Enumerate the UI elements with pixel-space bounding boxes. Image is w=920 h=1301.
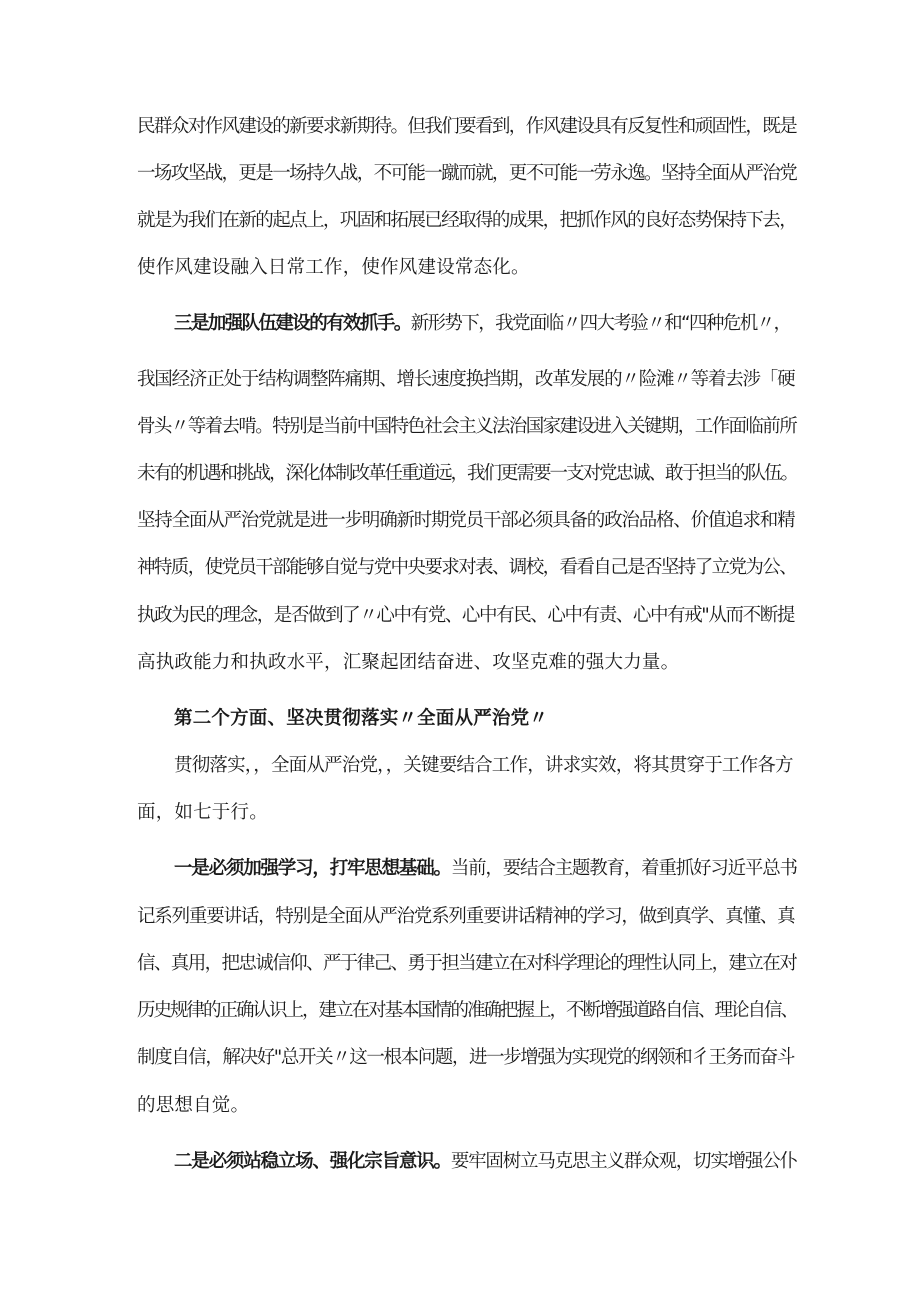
text-line: 记系列重要讲话，特别是全面从严治党系列重要讲话精神的学习，做到真学、真懂、真 (137, 906, 795, 927)
text-line: 的思想自觉。 (137, 1095, 250, 1116)
text-line: 使作风建设融入日常工作，使作风建设常态化。 (137, 257, 530, 278)
text-line: 历史规律的正确认识上，建立在对基本国情的准确把握上，不断增强道路自信、理论自信、 (137, 1000, 798, 1021)
text-line: 高执政能力和执政水平，汇聚起团结奋进、攻坚克难的强大力量。 (137, 652, 680, 673)
text-line: 我国经济正处于结构调整阵痛期、增长速度换挡期，改革发展的〃险滩〃等着去涉「硬 (137, 369, 795, 390)
section-heading-text: 第二个方面、坚决贯彻落实〃全面从严治党〃 (174, 708, 549, 729)
text-line: 信、真用，把忠诚信仰、严于律己、勇于担当建立在对科学理论的理性认同上，建立在对 (137, 953, 797, 974)
text-line: 就是为我们在新的起点上，巩固和拓展已经取得的成果，把抓作风的良好态势保持下去， (137, 210, 797, 231)
text-line: 贯彻落实，，全面从严治党，，关键要结合工作，讲求实效，将其贯穿于工作各方 (174, 755, 793, 776)
text-line: 坚持全面从严治党就是进一步明确新时期党员干部必须具备的政治品格、价值追求和精 (137, 510, 795, 531)
text-line: 面，如七于行。 (137, 802, 268, 823)
section-heading (174, 704, 548, 734)
text-line: 一场攻坚战，更是一场持久战，不可能一蹴而就，更不可能一劳永逸。坚持全面从严治党 (137, 163, 797, 184)
text-line: 骨头〃等着去啃。特别是当前中国特色社会主义法治国家建设进入关键期，工作面临前所 (137, 416, 797, 437)
text-line: 执政为民的理念，是否做到了〃心中有党、心中有民、心中有责、心中有戒"从而不断提 (137, 605, 794, 626)
text-line: 制度自信，解决好"总开关〃这一根本问题，进一步增强为实现党的纲领和彳王务而奋斗 (137, 1047, 794, 1068)
paragraph-lead-line: 三是加强队伍建设的有效抓手。新形势下，我党面临〃四大考验〃和“四种危机〃， (174, 313, 791, 334)
paragraph-lead: 二是必须站稳立场、强化宗旨意识。 (174, 1151, 451, 1172)
paragraph-lead-line: 一是必须加强学习，打牢思想基础。当前，要结合主题教育，着重抓好习近平总书 (174, 858, 797, 879)
text-line: 神特质，使党员干部能够自觉与党中央要求对表、调校，看看自己是否坚持了立党为公、 (137, 557, 797, 578)
paragraph-lead-line: 二是必须站稳立场、强化宗旨意识。要牢固树立马克思主义群众观，切实增强公仆 (174, 1151, 797, 1172)
text-line: 民群众对作风建设的新要求新期待。但我们要看到，作风建设具有反复性和顽固性，既是 (137, 116, 797, 137)
text-line: 未有的机遇和挑战，深化体制改革任重道远，我们更需要一支对党忠诚、敢于担当的队伍。 (137, 463, 798, 484)
paragraph-lead: 三是加强队伍建设的有效抓手。 (174, 313, 411, 334)
paragraph-lead: 一是必须加强学习，打牢思想基础。 (174, 858, 451, 879)
